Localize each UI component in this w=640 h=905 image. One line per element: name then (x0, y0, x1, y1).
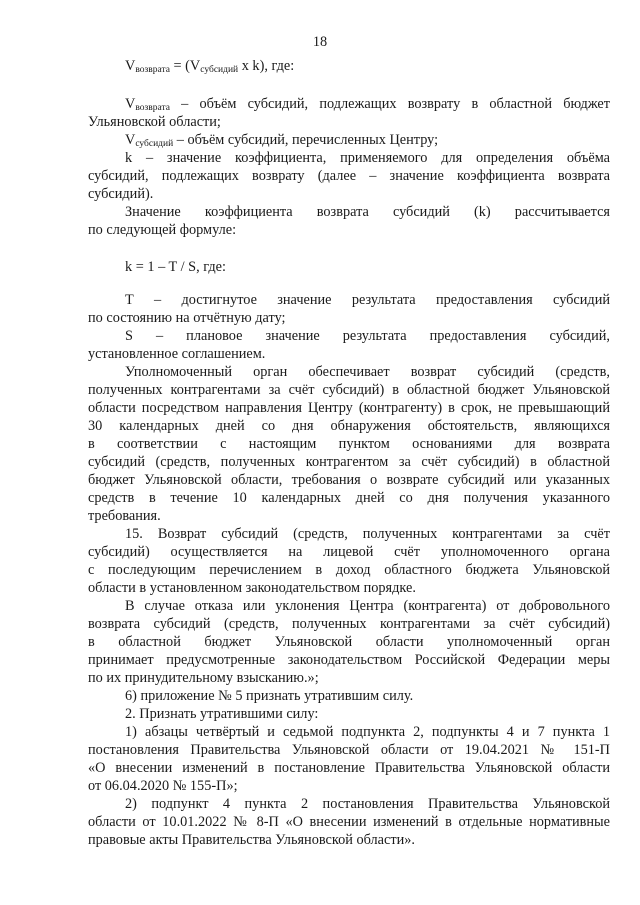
definition-v-return: $V_{возврата}$ – объём субсидий, подлежащих возврату в областной бюджет (125, 96, 610, 113)
paragraph-line: 15. Возврат субсидий (средств, полученных контрагентами за счёт (125, 526, 610, 542)
paragraph-line: по их принудительному взысканию.»; (88, 670, 319, 686)
paragraph-line: 30 календарных дней со дня обнаружения обстоятельств, являющихся (88, 418, 610, 434)
paragraph-line: возврата субсидий (средств, полученных контрагентами за счёт субсидий) (88, 616, 610, 632)
paragraph-line: бюджет Ульяновской области, требования о возврате субсидий или указанных (88, 472, 610, 488)
subitem-1-line: от 06.04.2020 № 155-П»; (88, 778, 238, 794)
paragraph-line: с последующим перечислением в доход областного бюджета Ульяновской (88, 562, 610, 578)
page-number: 18 (312, 34, 328, 50)
definition-t-line: Т – достигнутое значение результата предоставления субсидий (125, 292, 610, 308)
coefficient-formula: k = 1 – T / S, где: (125, 259, 226, 275)
paragraph-line: В случае отказа или уклонения Центра (контрагента) от добровольного (125, 598, 610, 614)
definition-k-line: субсидий, подлежащих возврату (далее – значение коэффициента возврата (88, 168, 610, 184)
subitem-1-line: постановления Правительства Ульяновской области от 19.04.2021 № 151-П (88, 742, 610, 758)
paragraph-line: принимает предусмотренные законодательством Российской Федерации меры (88, 652, 610, 668)
definition-s-line: установленное соглашением. (88, 346, 266, 362)
subitem-2-line: 2) подпункт 4 пункта 2 постановления Правительства Ульяновской (125, 796, 610, 812)
paragraph-line: средств в течение 10 календарных дней со дня получения указанного (88, 490, 610, 506)
paragraph-line: субсидий (средств, полученных контрагентом за счёт субсидий) в областной (88, 454, 610, 470)
subitem-2-line: области от 10.01.2022 № 8-П «О внесении изменений в отдельные нормативные (88, 814, 610, 830)
paragraph-line: в областной бюджет Ульяновской области уполномоченный орган (88, 634, 610, 650)
paragraph-line: Уполномоченный орган обеспечивает возврат субсидий (средств, (125, 364, 610, 380)
paragraph-line: полученных контрагентами за счёт субсидий) в областной бюджет Ульяновской (88, 382, 610, 398)
coefficient-intro-line: Значение коэффициента возврата субсидий (k) рассчитывается (125, 204, 610, 220)
subitem-1-line: 1) абзацы четвёртый и седьмой подпункта 2, подпункты 4 и 7 пункта 1 (125, 724, 610, 740)
paragraph-line: области посредством направления Центру (контрагенту) в срок, не превышающий (88, 400, 610, 416)
subitem-2-line: правовые акты Правительства Ульяновской области». (88, 832, 415, 848)
return-volume-formula: $V_{возврата} = (V_{субсидий}$ x k), где: (125, 58, 295, 75)
paragraph-line: субсидий) осуществляется на лицевой счёт уполномоченного органа (88, 544, 610, 560)
paragraph-line: требования. (88, 508, 161, 524)
item-2-heading: 2. Признать утратившими силу: (125, 706, 319, 722)
paragraph-line: области в установленном законодательством порядке. (88, 580, 416, 596)
item-6: 6) приложение № 5 признать утратившим силу. (125, 688, 414, 704)
definition-v-return-cont: Ульяновской области; (88, 114, 221, 130)
definition-k-line: субсидий). (88, 186, 154, 202)
definition-t-line: по состоянию на отчётную дату; (88, 310, 286, 326)
definition-v-subsidies: $V_{субсидий}$ – объём субсидий, перечисленных Центру; (125, 132, 439, 149)
coefficient-intro-line: по следующей формуле: (88, 222, 237, 238)
definition-k-line: k – значение коэффициента, применяемого для определения объёма (125, 150, 610, 166)
paragraph-line: в соответствии с настоящим пунктом основаниями для возврата (88, 436, 610, 452)
definition-s-line: S – плановое значение результата предоставления субсидий, (125, 328, 610, 344)
subitem-1-line: «О внесении изменений в постановление Правительства Ульяновской области (88, 760, 610, 776)
